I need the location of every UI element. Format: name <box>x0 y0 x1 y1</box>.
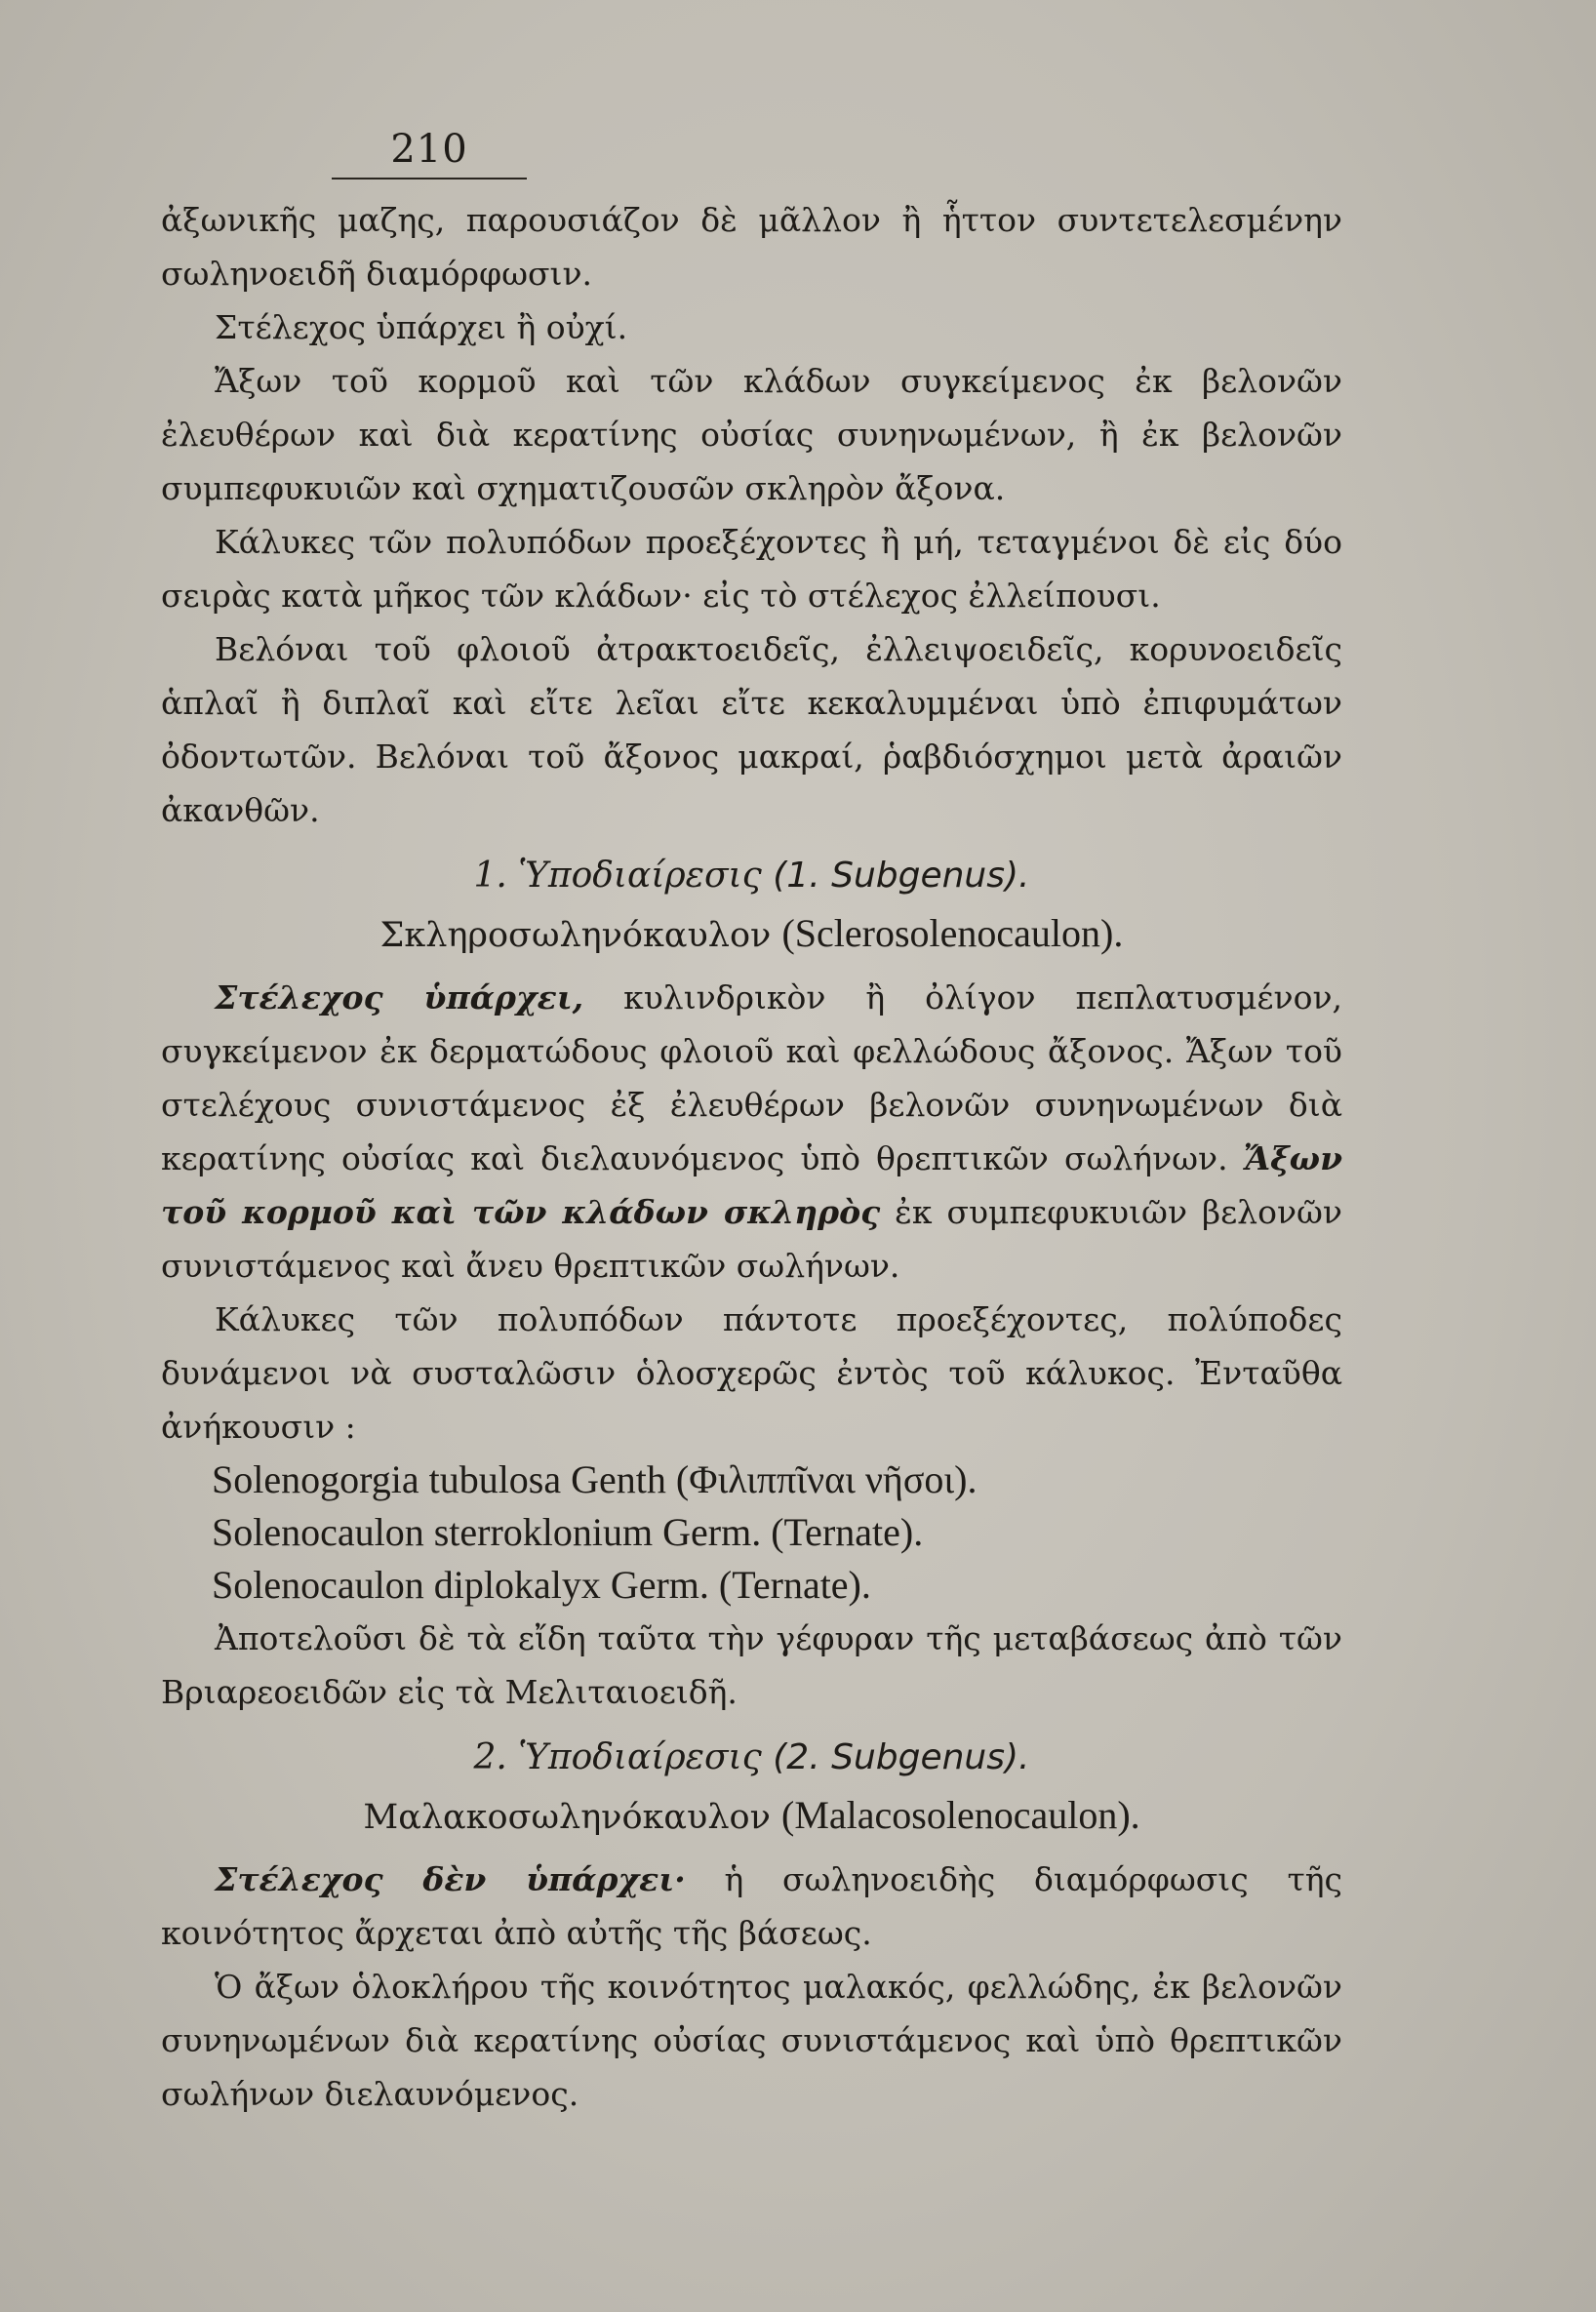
subgenus-1-name-greek: Σκληροσωληνόκαυλον <box>379 916 772 955</box>
subgenus-1-paragraph-calyces: Κάλυκες τῶν πολυπόδων πάντοτε προεξέχοντες, πολύποδες δυνάμενοι νὰ συσταλῶσιν ὁλοσχερῶς ἐντὸς τοῦ κάλυκος. Ἐνταῦθα ἀνήκουσιν : <box>161 1300 1342 1446</box>
subgenus-1-lead: Στέλεχος ὑπάρχει, <box>215 978 584 1016</box>
subgenus-1-text-b: ἐκ συμπεφυκυιῶν βελονῶν συνιστάμενος καὶ ἄνευ θρεπτικῶν σωλήνων. <box>161 1193 1342 1285</box>
subgenus-1-text-a: κυλινδρικὸν ἢ ὀλίγον πεπλατυσμένον, συγκείμενον ἐκ δερματώδους φλοιοῦ καὶ φελλώδους ἄξονος. Ἄξων τοῦ στελέχους συνιστάμενος ἐξ ἐλευθέρων βελονῶν συνηνωμένων διὰ κερατίνης οὐσίας καὶ διελαυνόμενος ὑπὸ θρεπτικῶν σωλήνων. <box>161 978 1342 1177</box>
subgenus-2-name <box>161 1788 1342 1845</box>
subgenus-2-paragraph-axis: Ὁ ἄξων ὁλοκλήρου τῆς κοινότητος μαλακός, φελλώδης, ἐκ βελονῶν συνηνωμένων διὰ κερατίνης οὐσίας συνιστάμενος καὶ ὑπὸ θρεπτικῶν σωλήνων διελαυνόμενος. <box>161 1968 1342 2113</box>
subgenus-1-paragraph-stem <box>161 971 1342 1293</box>
subgenus-2-name-greek: Μαλακοσωληνόκαυλον <box>363 1798 771 1837</box>
subgenus-1-heading-latin: (1. Subgenus). <box>773 856 1030 896</box>
subgenus-2-heading-latin: (2. Subgenus). <box>773 1737 1030 1777</box>
paragraph-continuation: ἀξωνικῆς μαζης, παρουσιάζον δὲ μᾶλλον ἢ ἧττον συντετελεσμένην σωληνοειδῆ διαμόρφωσιν. <box>161 201 1342 293</box>
paragraph-calyces: Κάλυκες τῶν πολυπόδων προεξέχοντες ἢ μή, τεταγμένοι δὲ εἰς δύο σειρὰς κατὰ μῆκος τῶν κλάδων· εἰς τὸ στέλεχος ἐλλείπουσι. <box>161 523 1342 615</box>
species-item: Solenocaulon sterroklonium Germ. (Ternate). <box>212 1510 924 1554</box>
species-item: Solenogorgia tubulosa Genth (Φιλιππῖναι νῆσοι). <box>212 1457 978 1501</box>
subgenus-1-heading-greek: 1. Ὑποδιαίρεσις <box>473 856 762 896</box>
subgenus-1-bold-phrase: Ἄξων τοῦ κορμοῦ καὶ τῶν κλάδων σκληρὸς <box>161 1139 1342 1231</box>
subgenus-2-heading-greek: 2. Ὑποδιαίρεσις <box>473 1737 762 1777</box>
paragraph-spicules: Βελόναι τοῦ φλοιοῦ ἀτρακτοειδεῖς, ἐλλειψοειδεῖς, κορυνοειδεῖς ἁπλαῖ ἢ διπλαῖ καὶ εἴτε λεῖαι εἴτε κεκαλυμμέναι ὑπὸ ἐπιφυμάτων ὀδοντωτῶν. Βελόναι τοῦ ἄξονος μακραί, ῥαβδιόσχημοι μετὰ ἀραιῶν ἀκανθῶν. <box>161 630 1342 829</box>
species-list <box>161 1454 1342 1612</box>
species-item: Solenocaulon diplokalyx Germ. (Ternate). <box>212 1563 871 1607</box>
page-number: 210 <box>332 127 527 179</box>
subgenus-2-heading <box>161 1731 1342 1784</box>
paragraph-axis: Ἄξων τοῦ κορμοῦ καὶ τῶν κλάδων συγκείμενος ἐκ βελονῶν ἐλευθέρων καὶ διὰ κερατίνης οὐσίας συνηνωμένων, ἢ ἐκ βελονῶν συμπεφυκυιῶν καὶ σχηματιζουσῶν σκληρὸν ἄξονα. <box>161 362 1342 507</box>
subgenus-2-lead: Στέλεχος δὲν ὑπάρχει· <box>215 1860 686 1898</box>
subgenus-1-heading <box>161 849 1342 902</box>
subgenus-2-paragraph-stem <box>161 1853 1342 1960</box>
subgenus-1-name <box>161 906 1342 963</box>
subgenus-1-paragraph-bridge: Ἀποτελοῦσι δὲ τὰ εἴδη ταῦτα τὴν γέφυραν τῆς μεταβάσεως ἀπὸ τῶν Βριαρεοειδῶν εἰς τὰ Μελιταιοειδῆ. <box>161 1619 1342 1711</box>
subgenus-1-name-latin: (Sclerosolenocaulon). <box>781 911 1124 955</box>
subgenus-2-text: ἡ σωληνοειδὴς διαμόρφωσις τῆς κοινότητος ἄρχεται ἀπὸ αὐτῆς τῆς βάσεως. <box>161 1860 1342 1952</box>
paragraph-stem-presence: Στέλεχος ὑπάρχει ἢ οὐχί. <box>215 308 628 346</box>
subgenus-2-name-latin: (Malacosolenocaulon). <box>781 1793 1140 1837</box>
page-body <box>161 193 1342 2121</box>
